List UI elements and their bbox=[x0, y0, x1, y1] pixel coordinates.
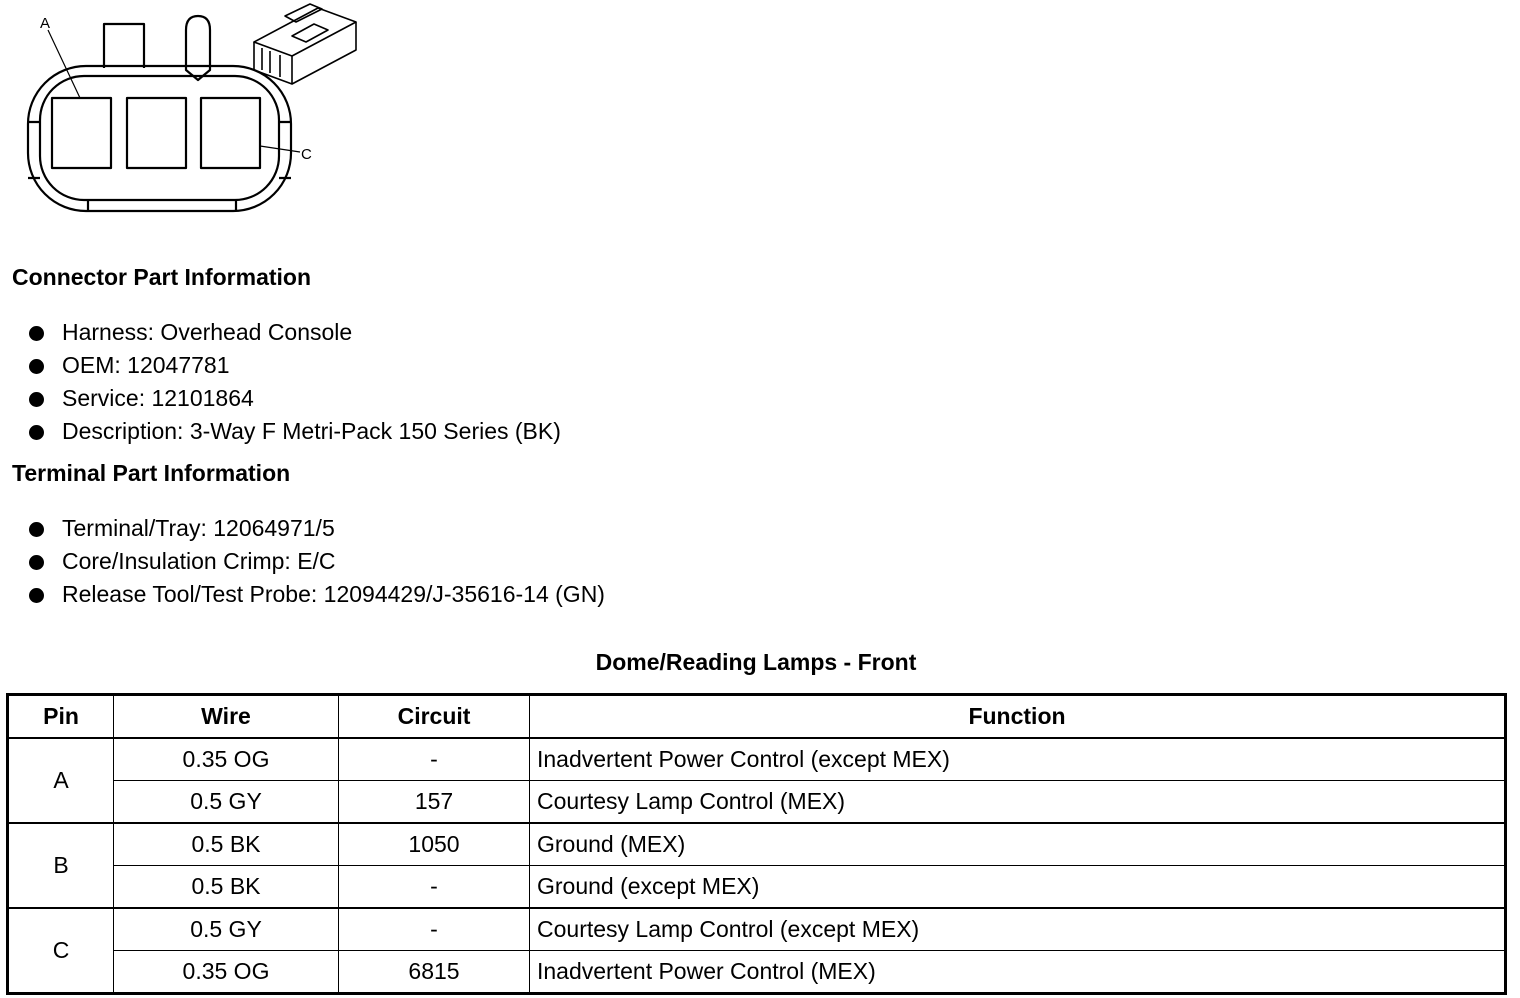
bullet-icon bbox=[29, 326, 44, 341]
table-row bbox=[8, 823, 1506, 866]
terminal-part-info-list bbox=[28, 512, 605, 611]
table-row bbox=[8, 908, 1506, 951]
table-row bbox=[8, 738, 1506, 781]
wire-cell: 0.5 GY bbox=[114, 908, 339, 951]
connector-isometric-icon bbox=[254, 4, 356, 84]
bullet-icon bbox=[29, 588, 44, 603]
terminal-part-info-heading: Terminal Part Information bbox=[12, 460, 291, 486]
function-cell: Courtesy Lamp Control (except MEX) bbox=[530, 908, 1506, 951]
table-row bbox=[8, 781, 1506, 824]
table-title: Dome/Reading Lamps - Front bbox=[595, 649, 917, 675]
cavity-a bbox=[52, 98, 111, 168]
list-item: Service: 12101864 bbox=[28, 382, 561, 415]
cavity-c-label: C bbox=[301, 146, 312, 163]
column-header-wire: Wire bbox=[114, 695, 339, 739]
bullet-icon bbox=[29, 555, 44, 570]
cavity-c bbox=[201, 98, 260, 168]
circuit-cell: 157 bbox=[339, 781, 530, 824]
connector-latch-tab bbox=[104, 24, 144, 68]
bullet-icon bbox=[29, 359, 44, 374]
column-header-function: Function bbox=[530, 695, 1506, 739]
function-cell: Inadvertent Power Control (except MEX) bbox=[530, 738, 1506, 781]
table-header-row bbox=[8, 695, 1506, 739]
cavity-b bbox=[127, 98, 186, 168]
connector-part-info-heading: Connector Part Information bbox=[12, 264, 312, 290]
connector-part-info-list bbox=[28, 316, 561, 448]
wire-cell: 0.5 BK bbox=[114, 823, 339, 866]
circuit-cell: 6815 bbox=[339, 951, 530, 994]
connector-face-diagram bbox=[0, 0, 380, 225]
pin-cell: C bbox=[8, 908, 114, 994]
pin-cell: A bbox=[8, 738, 114, 823]
wire-cell: 0.5 GY bbox=[114, 781, 339, 824]
function-cell: Ground (except MEX) bbox=[530, 866, 1506, 909]
circuit-cell: - bbox=[339, 866, 530, 909]
function-cell: Courtesy Lamp Control (MEX) bbox=[530, 781, 1506, 824]
circuit-cell: - bbox=[339, 738, 530, 781]
list-item: Core/Insulation Crimp: E/C bbox=[28, 545, 605, 578]
circuit-cell: - bbox=[339, 908, 530, 951]
pinout-table bbox=[6, 693, 1507, 995]
function-cell: Ground (MEX) bbox=[530, 823, 1506, 866]
circuit-cell: 1050 bbox=[339, 823, 530, 866]
bullet-icon bbox=[29, 392, 44, 407]
wire-cell: 0.35 OG bbox=[114, 951, 339, 994]
list-item: OEM: 12047781 bbox=[28, 349, 561, 382]
function-cell: Inadvertent Power Control (MEX) bbox=[530, 951, 1506, 994]
table-row bbox=[8, 866, 1506, 909]
bullet-icon bbox=[29, 522, 44, 537]
connector-inner-shell bbox=[40, 76, 279, 200]
connector-key bbox=[186, 16, 210, 80]
list-item: Release Tool/Test Probe: 12094429/J-35616-14 (GN) bbox=[28, 578, 605, 611]
column-header-pin: Pin bbox=[8, 695, 114, 739]
wire-cell: 0.35 OG bbox=[114, 738, 339, 781]
connector-outer-shell bbox=[28, 66, 291, 211]
table-row bbox=[8, 951, 1506, 994]
pin-cell: B bbox=[8, 823, 114, 908]
list-item: Terminal/Tray: 12064971/5 bbox=[28, 512, 605, 545]
list-item: Harness: Overhead Console bbox=[28, 316, 561, 349]
wire-cell: 0.5 BK bbox=[114, 866, 339, 909]
cavity-a-label: A bbox=[40, 15, 51, 32]
column-header-circuit: Circuit bbox=[339, 695, 530, 739]
bullet-icon bbox=[29, 425, 44, 440]
list-item: Description: 3-Way F Metri-Pack 150 Series (BK) bbox=[28, 415, 561, 448]
